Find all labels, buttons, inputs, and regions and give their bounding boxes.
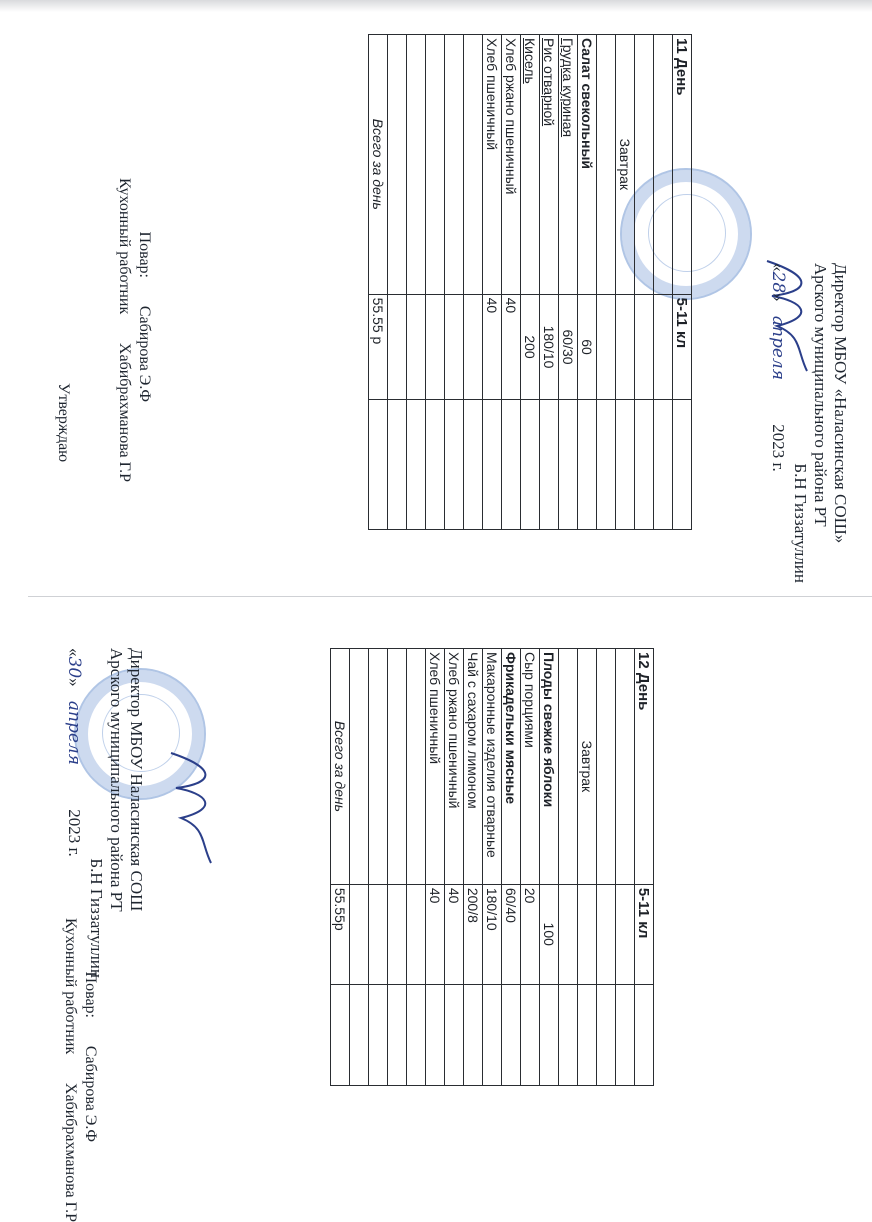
sheet-divider bbox=[28, 596, 872, 597]
day-label: 11 День bbox=[673, 35, 692, 295]
kitchen-role: Кухонный работник bbox=[116, 178, 133, 315]
dish-name: Хлеб ржано пшеничный bbox=[445, 649, 464, 885]
date-day: 30 bbox=[64, 656, 84, 679]
dish-name: Фрикадельки мясные bbox=[502, 649, 521, 885]
table-cell-empty bbox=[407, 984, 426, 1085]
table-cell-empty bbox=[388, 984, 407, 1085]
header-director-name: Б.Н Гиззатуллин bbox=[791, 463, 810, 583]
table-cell-empty bbox=[578, 984, 597, 1085]
table-row bbox=[426, 649, 445, 1086]
table-cell-empty bbox=[445, 984, 464, 1085]
table-cell-empty bbox=[654, 400, 673, 530]
table-cell-empty bbox=[597, 400, 616, 530]
total-label: Всего за день bbox=[331, 649, 350, 885]
dish-name: Сыр порциями bbox=[521, 649, 540, 885]
approve-label: Утверждаю bbox=[55, 383, 72, 463]
dish-name: Рис отварной bbox=[540, 35, 559, 295]
table-cell-empty bbox=[578, 884, 597, 984]
table-cell-empty bbox=[635, 400, 654, 530]
table-cell-empty bbox=[369, 884, 388, 984]
day-label: 12 День bbox=[635, 649, 654, 885]
table-cell-empty bbox=[464, 400, 483, 530]
table-row bbox=[540, 649, 559, 1086]
header-district: Арского муниципального района РТ bbox=[107, 648, 126, 912]
kitchen-signature-row bbox=[114, 178, 134, 482]
table-cell-empty bbox=[483, 984, 502, 1085]
total-value: 55.55 р bbox=[369, 294, 388, 400]
table-cell-empty bbox=[597, 884, 616, 984]
table-cell-empty bbox=[350, 884, 369, 984]
table-cell-empty bbox=[407, 884, 426, 984]
grade-label: 5-11 кл bbox=[635, 884, 654, 984]
date-close-quote: » bbox=[769, 293, 788, 302]
header-district: Арского муниципального района РТ bbox=[811, 263, 830, 527]
header-date bbox=[768, 263, 788, 583]
meal-label: Завтрак bbox=[616, 35, 635, 295]
table-cell-empty bbox=[388, 35, 407, 295]
date-year: 2023 г. bbox=[769, 424, 788, 472]
table-cell-empty bbox=[616, 400, 635, 530]
table-cell-empty bbox=[616, 884, 635, 984]
table-cell-empty bbox=[388, 884, 407, 984]
table-cell-empty bbox=[540, 984, 559, 1085]
dish-portion: 60/40 bbox=[502, 884, 521, 984]
table-cell-empty bbox=[616, 984, 635, 1085]
table-cell-empty bbox=[597, 984, 616, 1085]
date-year: 2023 г. bbox=[65, 809, 84, 857]
table-cell-empty bbox=[369, 984, 388, 1085]
table-cell-empty bbox=[331, 984, 350, 1085]
table-cell-empty bbox=[350, 984, 369, 1085]
table-cell-empty bbox=[521, 400, 540, 530]
table-row bbox=[483, 35, 502, 530]
table-cell-empty bbox=[426, 400, 445, 530]
dish-portion: 40 bbox=[426, 884, 445, 984]
date-open-quote: « bbox=[769, 263, 788, 272]
table-cell-empty bbox=[407, 649, 426, 885]
table-cell-empty bbox=[597, 294, 616, 400]
dish-name: Плоды свежие яблоки bbox=[540, 649, 559, 885]
table-cell-empty bbox=[369, 400, 388, 530]
menu-table bbox=[330, 648, 654, 1086]
table-cell-empty bbox=[635, 294, 654, 400]
table-cell-empty bbox=[407, 294, 426, 400]
cook-role: Повар: bbox=[136, 231, 153, 278]
table-cell-empty bbox=[426, 984, 445, 1085]
director-signature bbox=[156, 748, 226, 868]
kitchen-role: Кухонный работник bbox=[62, 918, 79, 1055]
date-close-quote: » bbox=[65, 678, 84, 687]
table-cell-empty bbox=[635, 984, 654, 1085]
dish-name: Хлеб ржано пшеничный bbox=[502, 35, 521, 295]
grade-label: 5-11 кл bbox=[673, 294, 692, 400]
table-cell-empty bbox=[597, 649, 616, 885]
header-director-name: Б.Н Гиззатуллин bbox=[87, 858, 106, 978]
table-cell-empty bbox=[502, 400, 521, 530]
table-cell-empty bbox=[673, 400, 692, 530]
dish-name: Кисель bbox=[521, 35, 540, 295]
kitchen-signature-row bbox=[60, 918, 80, 1222]
dish-portion: 60 bbox=[578, 294, 597, 400]
cook-role: Повар: bbox=[82, 971, 99, 1018]
table-row bbox=[464, 649, 483, 1086]
table-cell-empty bbox=[426, 294, 445, 400]
cook-signature-row bbox=[134, 178, 154, 482]
dish-portion: 60/30 bbox=[559, 294, 578, 400]
table-cell-empty bbox=[540, 400, 559, 530]
cook-name: Сабирова Э.Ф bbox=[136, 305, 153, 402]
table-cell-empty bbox=[445, 35, 464, 295]
table-row bbox=[559, 35, 578, 530]
dish-portion: 40 bbox=[445, 884, 464, 984]
header-position: Директор МБОУ Наласинская СОШ bbox=[127, 648, 146, 912]
dish-portion: 180/10 bbox=[540, 294, 559, 400]
table-cell-empty bbox=[578, 400, 597, 530]
table-cell-empty bbox=[654, 35, 673, 295]
table-cell-empty bbox=[559, 984, 578, 1085]
table-cell-empty bbox=[388, 294, 407, 400]
dish-name: Хлеб пшеничный bbox=[426, 649, 445, 885]
date-open-quote: « bbox=[65, 648, 84, 657]
table-cell-empty bbox=[388, 400, 407, 530]
table-cell-empty bbox=[350, 649, 369, 885]
dish-name: Хлеб пшеничный bbox=[483, 35, 502, 295]
table-cell-empty bbox=[464, 984, 483, 1085]
table-cell-empty bbox=[597, 35, 616, 295]
date-month: апреля bbox=[64, 700, 84, 765]
table-row bbox=[521, 649, 540, 1086]
dish-portion: 200 bbox=[521, 294, 540, 400]
table-cell-empty bbox=[464, 35, 483, 295]
total-label: Всего за день bbox=[369, 35, 388, 295]
table-cell-empty bbox=[654, 294, 673, 400]
approval-header bbox=[768, 263, 850, 583]
date-month: апреля bbox=[768, 315, 788, 380]
table-row bbox=[483, 649, 502, 1086]
dish-portion: 20 bbox=[521, 884, 540, 984]
total-value: 55.55р bbox=[331, 884, 350, 984]
cook-signature-row bbox=[80, 918, 100, 1222]
table-cell-empty bbox=[483, 400, 502, 530]
table-cell-empty bbox=[616, 649, 635, 885]
table-cell-empty bbox=[445, 400, 464, 530]
dish-portion: 40 bbox=[483, 294, 502, 400]
signatures-block bbox=[114, 178, 154, 482]
table-row-total bbox=[369, 35, 388, 530]
table-cell-empty bbox=[559, 649, 578, 885]
table-row bbox=[502, 649, 521, 1086]
table-cell-empty bbox=[464, 294, 483, 400]
table-row-total bbox=[331, 649, 350, 1086]
table-cell-empty bbox=[407, 400, 426, 530]
signatures-block bbox=[60, 918, 100, 1222]
dish-name: Макаронные изделия отварные bbox=[483, 649, 502, 885]
table-cell-empty bbox=[369, 649, 388, 885]
header-position: Директор МБОУ «Наласинская СОШ» bbox=[831, 263, 850, 544]
dish-portion: 180/10 bbox=[483, 884, 502, 984]
table-cell-empty bbox=[521, 984, 540, 1085]
menu-sheet-day-11 bbox=[22, 18, 862, 583]
table-cell-empty bbox=[559, 884, 578, 984]
table-row bbox=[521, 35, 540, 530]
dish-portion: 40 bbox=[502, 294, 521, 400]
kitchen-name: Хабибрахманова Г.Р bbox=[62, 1082, 79, 1222]
dish-name: Грудка куриная bbox=[559, 35, 578, 295]
table-cell-empty bbox=[426, 35, 445, 295]
table-row bbox=[502, 35, 521, 530]
scan-shadow bbox=[0, 0, 872, 12]
dish-name: Салат свекольный bbox=[578, 35, 597, 295]
menu-table bbox=[368, 34, 692, 530]
table-cell-empty bbox=[635, 35, 654, 295]
table-cell-empty bbox=[559, 400, 578, 530]
cook-name: Сабирова Э.Ф bbox=[82, 1045, 99, 1142]
menu-sheet-day-12 bbox=[6, 608, 806, 1222]
table-row bbox=[540, 35, 559, 530]
meal-label: Завтрак bbox=[578, 649, 597, 885]
date-day: 28 bbox=[768, 271, 788, 294]
kitchen-name: Хабибрахманова Г.Р bbox=[116, 342, 133, 482]
table-cell-empty bbox=[445, 294, 464, 400]
table-row bbox=[578, 35, 597, 530]
table-cell-empty bbox=[502, 984, 521, 1085]
table-cell-empty bbox=[616, 294, 635, 400]
table-cell-empty bbox=[407, 35, 426, 295]
dish-name: Чай с сахаром лимоном bbox=[464, 649, 483, 885]
dish-portion: 100 bbox=[540, 884, 559, 984]
table-row bbox=[445, 649, 464, 1086]
table-cell-empty bbox=[388, 649, 407, 885]
dish-portion: 200/8 bbox=[464, 884, 483, 984]
